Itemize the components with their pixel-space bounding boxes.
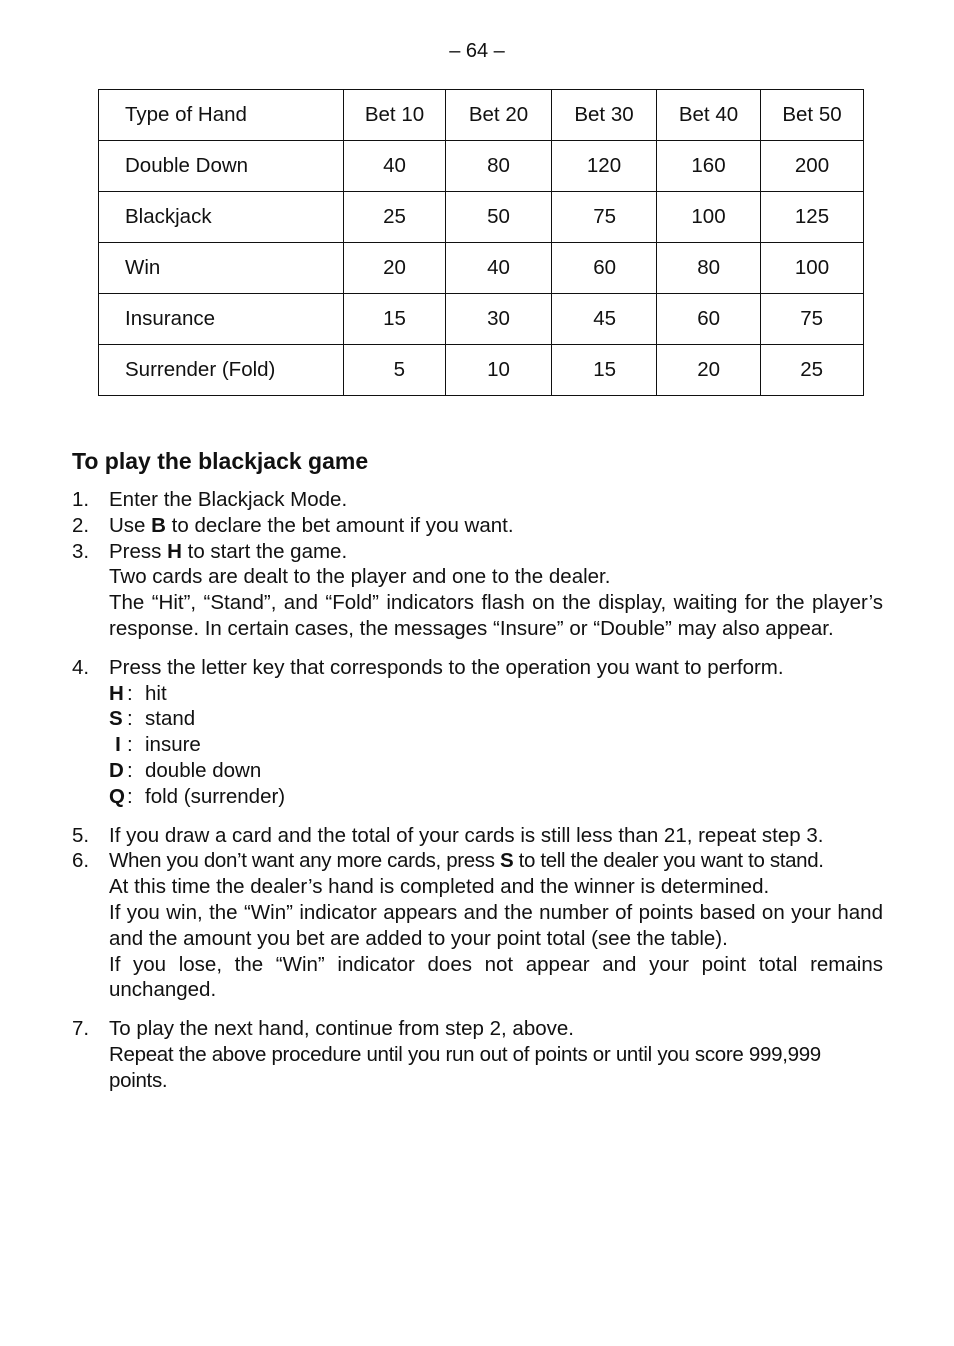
table-cell: 50 xyxy=(446,192,552,243)
step-body xyxy=(109,655,883,810)
step-body xyxy=(109,513,883,539)
table-cell: 160 xyxy=(657,141,761,192)
table-cell: 20 xyxy=(344,243,446,294)
key-label: Q xyxy=(109,784,125,808)
key-list xyxy=(109,681,883,810)
table-header-cell: Bet 10 xyxy=(344,90,446,141)
steps-list xyxy=(72,487,883,1094)
table-cell: 25 xyxy=(344,192,446,243)
key-label: S xyxy=(109,707,123,731)
key-separator: : xyxy=(127,758,133,782)
step-text: Press the letter key that corresponds to the operation you want to perform. xyxy=(109,655,784,679)
table-cell: 40 xyxy=(446,243,552,294)
step-item xyxy=(72,539,883,642)
key-label: D xyxy=(109,758,124,782)
step-item xyxy=(72,513,883,539)
table-cell: 60 xyxy=(657,294,761,345)
table-cell: 15 xyxy=(344,294,446,345)
key-separator: : xyxy=(127,681,133,705)
table-cell: 75 xyxy=(552,192,657,243)
table-header-cell: Bet 40 xyxy=(657,90,761,141)
step-paragraph: The “Hit”, “Stand”, and “Fold” indicators flash on the display, waiting for the player’s response. In certain cases, the messages “Insure” or “Double” may also appear. xyxy=(109,591,883,640)
table-cell: 75 xyxy=(761,294,864,345)
key-item xyxy=(109,784,883,810)
table-row xyxy=(99,141,864,192)
key-label: B xyxy=(151,513,166,537)
step-number: 2. xyxy=(72,513,90,537)
step-body xyxy=(109,823,883,849)
step-paragraph: If you lose, the “Win” indicator does not appear and your point total remains unchanged. xyxy=(109,952,883,1002)
step-number: 7. xyxy=(72,1017,90,1041)
section-heading: To play the blackjack game xyxy=(72,448,369,474)
step-text xyxy=(109,848,883,874)
key-label: S xyxy=(499,849,514,873)
step-body xyxy=(109,487,883,513)
key-label: H xyxy=(109,681,124,705)
table-row xyxy=(99,192,864,243)
step-body xyxy=(109,848,883,1003)
step-body xyxy=(109,539,883,642)
table-cell: 80 xyxy=(657,243,761,294)
table-row xyxy=(99,345,864,396)
step-paragraph: If you win, the “Win” indicator appears and the number of points based on your hand and the amount you bet are added to your point total (see the table). xyxy=(109,900,883,950)
key-item xyxy=(109,758,883,784)
table-cell: 125 xyxy=(761,192,864,243)
step-text: Enter the Blackjack Mode. xyxy=(109,488,348,511)
step-text xyxy=(109,539,883,565)
table-header-row xyxy=(99,90,864,141)
step-paragraph: Two cards are dealt to the player and one to the dealer. xyxy=(109,565,611,589)
table-cell: 40 xyxy=(344,141,446,192)
step-text-part: Use xyxy=(109,513,152,537)
step-number: 6. xyxy=(72,849,90,873)
key-separator: : xyxy=(127,733,133,757)
step-number: 4. xyxy=(72,655,90,679)
table-cell: 30 xyxy=(446,294,552,345)
step-number: 5. xyxy=(72,823,90,847)
table-cell: 120 xyxy=(552,141,657,192)
key-separator: : xyxy=(127,707,133,731)
step-item xyxy=(72,848,883,1003)
table-row xyxy=(99,294,864,345)
step-text-part: to declare the bet amount if you want. xyxy=(165,513,514,537)
step-text-part: When you don’t want any more cards, press xyxy=(109,849,500,873)
key-label: H xyxy=(167,539,182,563)
step-paragraph: Repeat the above procedure until you run out of points or until you score 999,999 points. xyxy=(109,1042,821,1092)
table-cell: 45 xyxy=(552,294,657,345)
table-row xyxy=(99,243,864,294)
key-item xyxy=(109,706,883,732)
step-item xyxy=(72,487,883,513)
table-cell: 100 xyxy=(761,243,864,294)
step-number: 1. xyxy=(72,488,90,511)
payout-table xyxy=(98,89,864,396)
step-item xyxy=(72,823,883,849)
table-cell: 100 xyxy=(657,192,761,243)
key-separator: : xyxy=(127,784,133,808)
step-item xyxy=(72,655,883,810)
table-cell: Double Down xyxy=(99,141,344,192)
step-text-part: to start the game. xyxy=(181,539,348,563)
step-number: 3. xyxy=(72,539,90,563)
step-text xyxy=(109,513,883,539)
page-number: – 64 – xyxy=(449,40,505,62)
table-cell: Surrender (Fold) xyxy=(99,345,344,396)
table-cell: 10 xyxy=(446,345,552,396)
table-header-cell: Bet 20 xyxy=(446,90,552,141)
step-text: To play the next hand, continue from step 2, above. xyxy=(109,1017,574,1041)
table-header-cell: Bet 50 xyxy=(761,90,864,141)
step-text: If you draw a card and the total of your cards is still less than 21, repeat step 3. xyxy=(109,823,824,847)
table-cell: 20 xyxy=(657,345,761,396)
step-text-part: to tell the dealer you want to stand. xyxy=(513,849,824,873)
table-cell: 5 xyxy=(344,345,446,396)
table-cell: 15 xyxy=(552,345,657,396)
table-cell: 25 xyxy=(761,345,864,396)
step-body xyxy=(109,1016,883,1093)
table-cell: 200 xyxy=(761,141,864,192)
key-description: insure xyxy=(145,733,201,757)
table-cell: 60 xyxy=(552,243,657,294)
key-item xyxy=(109,681,883,707)
table-cell: Blackjack xyxy=(99,192,344,243)
key-description: stand xyxy=(145,707,196,731)
table-cell: Insurance xyxy=(99,294,344,345)
step-text-part: Press xyxy=(109,539,168,563)
step-paragraph: At this time the dealer’s hand is completed and the winner is determined. xyxy=(109,875,770,899)
table-cell: 80 xyxy=(446,141,552,192)
key-description: hit xyxy=(145,681,167,705)
table-header-cell: Type of Hand xyxy=(99,90,344,141)
key-label: I xyxy=(115,733,121,757)
step-item xyxy=(72,1016,883,1093)
table-header-cell: Bet 30 xyxy=(552,90,657,141)
key-description: fold (surrender) xyxy=(145,784,286,808)
key-description: double down xyxy=(145,758,262,782)
table-cell: Win xyxy=(99,243,344,294)
key-item xyxy=(109,732,883,758)
